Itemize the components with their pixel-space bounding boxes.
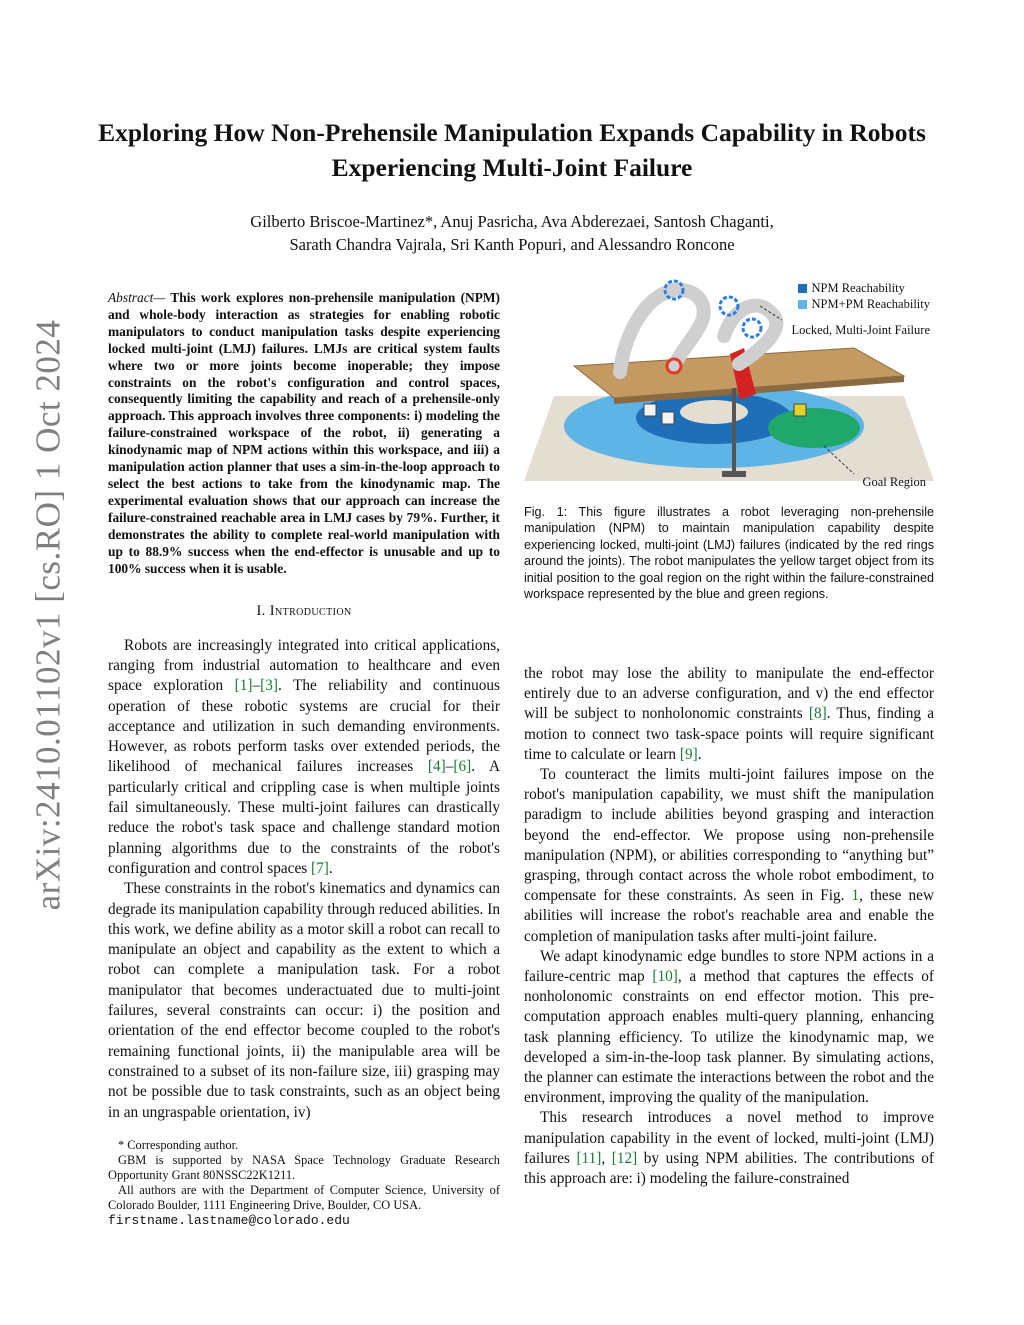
target-object bbox=[794, 404, 806, 416]
citation-link[interactable]: [3] bbox=[260, 677, 278, 695]
legend-swatch-npm-pm bbox=[798, 300, 807, 309]
footnote-affiliation: All authors are with the Department of Computer Science, University of Colorado Boulder, 1111 Engineering Drive, Boulder, CO USA. bbox=[108, 1183, 500, 1212]
right-paragraph-1 bbox=[524, 664, 934, 765]
footnote-funding: GBM is supported by NASA Space Technology Graduate Research Opportunity Grant 80NSSC22K1211. bbox=[108, 1153, 500, 1182]
legend-label-npm: NPM Reachability bbox=[811, 281, 905, 295]
right-p2-text-a: To counteract the limits multi-joint failures impose on the robot's manipulation capability, we must shift the manipulation paradigm to include abilities beyond grasping and interaction beyond the end-effector. We propose using non-prehensile manipulation (NPM), or abilities corresponding to “anything but” grasping, through contact across the whole robot embodiment, to compensate for these constraints. As seen in Fig. bbox=[524, 766, 934, 905]
intro-p1-text-c: . A particularly critical and crippling case is when multiple joints fail simultaneously. These multi-joint failures can drastically reduce the robot's task space and challenge standard motion planning algorithms due to the constraints of the robot's configuration and control spaces bbox=[108, 758, 500, 877]
paper-title: Exploring How Non-Prehensile Manipulation Expands Capability in Robots Experiencing Multi-Joint Failure bbox=[98, 118, 926, 182]
citation-link[interactable]: [9] bbox=[679, 745, 698, 763]
citation-link[interactable]: [1] bbox=[234, 677, 253, 695]
figure-legend bbox=[798, 280, 930, 312]
intro-p1-dash-1: – bbox=[252, 677, 261, 695]
authors-line-1: Gilberto Briscoe-Martinez*, Anuj Pasricha, Ava Abderezaei, Santosh Chaganti, bbox=[250, 212, 774, 231]
intro-p1-text-a: Robots are increasingly integrated into critical applications, ranging from industrial automation to healthcare and even space exploration bbox=[108, 636, 500, 695]
block-object bbox=[644, 404, 656, 416]
intro-p1-end: . bbox=[328, 859, 333, 877]
right-p3-text-a: We adapt kinodynamic edge bundles to store NPM actions in a failure-centric map bbox=[524, 947, 934, 986]
right-p4-separator: , bbox=[601, 1149, 612, 1167]
right-column-text bbox=[524, 664, 934, 1189]
abstract-text: This work explores non-prehensile manipulation (NPM) and whole-body interaction as strategies for enabling robotic manipulators to conduct manipulation tasks despite experiencing locked multi-joint (LMJ) failures. LMJs are critical system faults where two or more joints become inoperable; they impose constraints on the robot's configuration and control spaces, consequently limiting the capability and reach of a prehensile-only approach. This approach involves three components: i) modeling the failure-constrained workspace of the robot, ii) generating a kinodynamic map of NPM actions within this workspace, and iii) a manipulation action planner that uses a sim-in-the-loop approach to select the best actions to take from the kinodynamic map. The experimental evaluation shows that our approach can increase the failure-constrained reachable area in LMJ cases by 79%. Further, it demonstrates the ability to complete real-world manipulation with up to 88.9% success when the end-effector is unusable and up to 100% success when it is usable. bbox=[108, 290, 500, 576]
right-p1-end: . bbox=[697, 745, 702, 763]
figure-label-failure: Locked, Multi-Joint Failure bbox=[791, 323, 930, 337]
right-column-figure bbox=[524, 276, 934, 602]
citation-link[interactable]: [10] bbox=[652, 968, 678, 986]
legend-swatch-npm bbox=[798, 284, 807, 293]
right-p4-text-b: by using NPM abilities. The contributions of this approach are: i) modeling the failure-constrained bbox=[524, 1149, 934, 1188]
intro-p1-text-b: . The reliability and continuous operation of these robotic systems are crucial for their acceptance and utilization in such demanding environments. However, as robots perform tasks over extended periods, the likelihood of mechanical failures increases bbox=[108, 677, 500, 776]
intro-p1-dash-2: – bbox=[445, 758, 454, 776]
figure-caption: Fig. 1: This figure illustrates a robot leveraging non-prehensile manipulation (NPM) to maintain manipulation capability despite experiencing locked, multi-joint (LMJ) failures (indicated by the red rings around the joints). The robot manipulates the yellow target object from its initial position to the goal region on the right within the failure-constrained workspace represented by the blue and green regions. bbox=[524, 505, 934, 602]
right-p1-text-a: the robot may lose the ability to manipulate the end-effector entirely due to an adverse configuration, and v) the end effector will be subject to nonholonomic constraints bbox=[524, 665, 934, 723]
right-paragraph-2 bbox=[524, 765, 934, 947]
authors-line-2: Sarath Chandra Vajrala, Sri Kanth Popuri, and Alessandro Roncone bbox=[289, 235, 735, 254]
footnotes bbox=[108, 1138, 500, 1228]
citation-link[interactable]: [11] bbox=[576, 1149, 602, 1167]
arxiv-id: arXiv:2410.01102v1 [cs.RO] 1 Oct 2024 bbox=[28, 319, 67, 911]
intro-paragraph-1 bbox=[108, 636, 500, 880]
goal-region bbox=[768, 408, 860, 448]
table-base bbox=[722, 471, 746, 477]
arxiv-stamp bbox=[28, 235, 68, 995]
legend-item-npm bbox=[798, 280, 930, 296]
figure-1 bbox=[524, 276, 934, 494]
legend-item-npm-pm bbox=[798, 296, 930, 312]
figure-reference-link[interactable]: 1 bbox=[851, 887, 860, 905]
citation-link[interactable]: [6] bbox=[453, 758, 472, 776]
right-p4-text-a: This research introduces a novel method to improve manipulation capability in the event of locked, multi-joint (LMJ) failures bbox=[524, 1109, 934, 1167]
failed-joint-ring-3 bbox=[743, 319, 761, 337]
citation-link[interactable]: [8] bbox=[808, 705, 827, 723]
abstract bbox=[108, 290, 500, 577]
right-p1-text-b: . Thus, finding a motion to connect two task-space points will require significant time to calculate or learn bbox=[524, 705, 934, 763]
right-p3-text-b: , a method that captures the effects of nonholonomic constraints on end effector motion. This pre-computation approach enables multi-query planning, enhancing task planning efficiency. To utilize the kinodynamic map, we developed a sim-in-the-loop task planner. By simulating actions, the planner can estimate the interactions between the robot and the environment, improving the quality of the manipulation. bbox=[524, 968, 934, 1107]
footnote-email: firstname.lastname@colorado.edu bbox=[108, 1213, 350, 1228]
section-heading-introduction: I. Introduction bbox=[256, 603, 352, 620]
block-object bbox=[662, 412, 674, 424]
right-p2-text-b: , these new abilities will increase the robot's reachable area and enable the completion of manipulation tasks after multi-joint failure. bbox=[524, 887, 934, 945]
left-column bbox=[108, 290, 500, 1123]
citation-link[interactable]: [7] bbox=[311, 859, 329, 877]
citation-link[interactable]: [4] bbox=[427, 758, 446, 776]
footnote-corresponding: * Corresponding author. bbox=[118, 1138, 239, 1152]
intro-paragraph-2: These constraints in the robot's kinematics and dynamics can degrade its manipulation capability through reduced abilities. In this work, we define ability as a motor skill a robot can recall to manipulate an object and capability as the extent to which a robot can complete a manipulation task. For a robot manipulator that becomes underactuated due to multi-joint failures, several constraints can occur: i) the position and orientation of the end effector become coupled to the robot's remaining functional joints, ii) the manipulable area will be constrained to a subset of its non-failure size, iii) grasping may not be possible due to task constraints, such as an object being in an ungraspable orientation, iv) bbox=[108, 880, 500, 1121]
figure-label-goal: Goal Region bbox=[862, 475, 926, 489]
authors bbox=[110, 210, 914, 256]
right-paragraph-3 bbox=[524, 947, 934, 1109]
right-paragraph-4 bbox=[524, 1108, 934, 1189]
legend-label-npm-pm: NPM+PM Reachability bbox=[811, 297, 930, 311]
abstract-label: Abstract— bbox=[108, 290, 166, 305]
citation-link[interactable]: [12] bbox=[611, 1149, 638, 1167]
inner-free-region bbox=[680, 400, 748, 424]
